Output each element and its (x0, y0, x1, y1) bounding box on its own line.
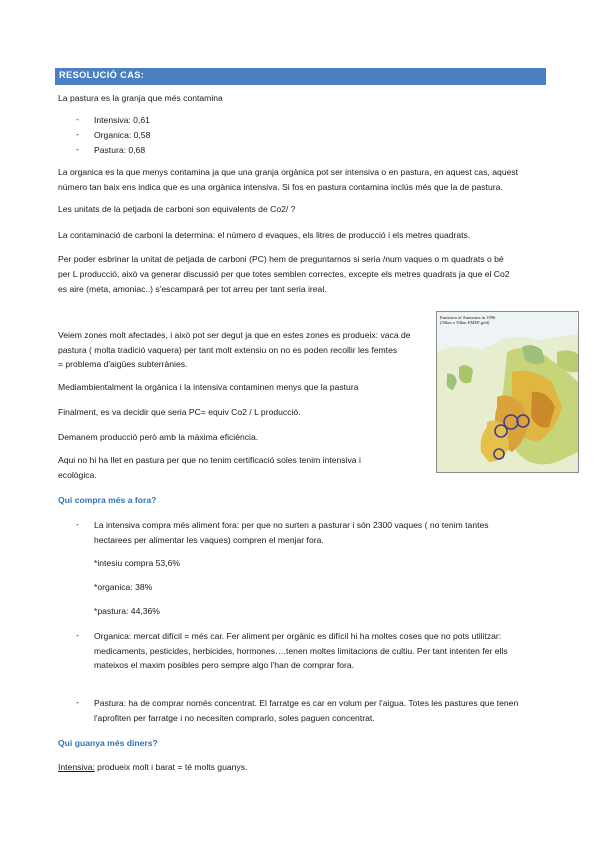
paragraph (58, 761, 247, 774)
paragraph-line: = problema d'aigües subterrànies. (58, 359, 188, 369)
paragraph-line: per L producció, això va generar discussió per que totes semblen correctes, excepte els metres quadrats ja que el Co2 (58, 269, 510, 279)
list-bullet: - (76, 114, 79, 124)
list-item-line: hectarees per alimentar les vaques) compren el menjar fora. (94, 535, 324, 545)
section-title: RESOLUCIÓ CAS: (59, 70, 145, 80)
list-bullet: - (76, 144, 79, 154)
list-item-line: mateixos el maxim posibles pero sempre algo l'han de comprar fora. (94, 660, 355, 670)
list-item-line: Pastura: ha de comprar només concentrat. El farratge es car en volum per l'aigua. Totes les pastures que tenen (94, 698, 519, 708)
paragraph: La contaminació de carboni la determina: el número d evaques, els litres de producció i els metres quadrats. (58, 230, 471, 240)
stat-line: *intesiu compra 53,6% (94, 558, 180, 568)
paragraph-line: ecològica. (58, 470, 97, 480)
stat-line: *pastura: 44,36% (94, 606, 160, 616)
list-item-line: La intensiva compra més aliment fora: per que no surten a pasturar i són 2300 vaques ( no tenim tantes (94, 520, 489, 530)
list-bullet: - (76, 129, 79, 139)
ammonia-emission-map (436, 311, 579, 473)
map-graphic (437, 312, 578, 472)
paragraph-line: Aqui no hi ha llet en pastura per que no tenim certificació soles tenim intensiva i (58, 455, 361, 465)
paragraph-line: La organica es la que menys contamina ja que una granja orgànica pot ser intensiva o en pastura, en aquest cas, aquest (58, 167, 519, 177)
map-caption-1: Emission of Ammonia in 1996 (440, 315, 496, 320)
list-item: Organica: 0,58 (94, 130, 151, 140)
map-caption-2: (50km x 50km EMEP grid) (440, 320, 490, 325)
paragraph: Les unitats de la petjada de carboni son equivalents de Co2/ ? (58, 204, 296, 214)
paragraph-line: número tan baix ens indica que es una orgànica intensiva. Si fos en pastura contamina inclús més que la de pastura. (58, 182, 503, 192)
paragraph-line: Per poder esbrinar la unitat de petjada de carboni (PC) hem de preguntarnos si seria /num vaques o m quadrats o bé (58, 254, 504, 264)
list-item: Intensiva: 0,61 (94, 115, 150, 125)
underlined-label: Intensiva: (58, 762, 95, 772)
paragraph-text: produeix molt i barat = té molts guanys. (94, 762, 248, 772)
paragraph-line: pastura ( molta tradició vaquera) per tant molt extensiu on no es poden recollir les femtes (58, 345, 398, 355)
paragraph: Finalment, es va decidir que seria PC= equiv Co2 / L producció. (58, 407, 301, 417)
list-item-line: medicaments, pesticides, herbicides, hormones….tenen moltes limitacions de cultiu. Per tant intenten fer ells (94, 646, 508, 656)
list-item: Pastura: 0,68 (94, 145, 146, 155)
stat-line: *organica: 38% (94, 582, 153, 592)
paragraph: Mediambientalment la orgànica i la intensiva contaminen menys que la pastura (58, 382, 359, 392)
paragraph-line: es aire (meta, amoniac..) s'escamparà per tot arreu per tant seria ireal. (58, 284, 327, 294)
list-bullet: - (76, 519, 79, 529)
list-item-line: Organica: mercat difícil = més car. Fer aliment per orgànic es difícil hi ha moltes coses que no pots utilitzar: (94, 631, 502, 641)
section-header (55, 68, 546, 85)
list-bullet: - (76, 697, 79, 707)
section-heading: Qui compra més a fora? (58, 495, 157, 505)
paragraph: La pastura es la granja que més contamina (58, 93, 223, 103)
section-heading: Qui guanya més diners? (58, 738, 158, 748)
paragraph-line: Veiem zones molt afectades, i això pot ser degut ja que en estes zones es produeix: vaca de (58, 330, 411, 340)
paragraph: Demanem producció però amb la màxima eficiència. (58, 432, 259, 442)
list-item-line: l'aprofiten per farratge i no necesiten comprarlo, soles paguen concentrat. (94, 713, 375, 723)
list-bullet: - (76, 630, 79, 640)
